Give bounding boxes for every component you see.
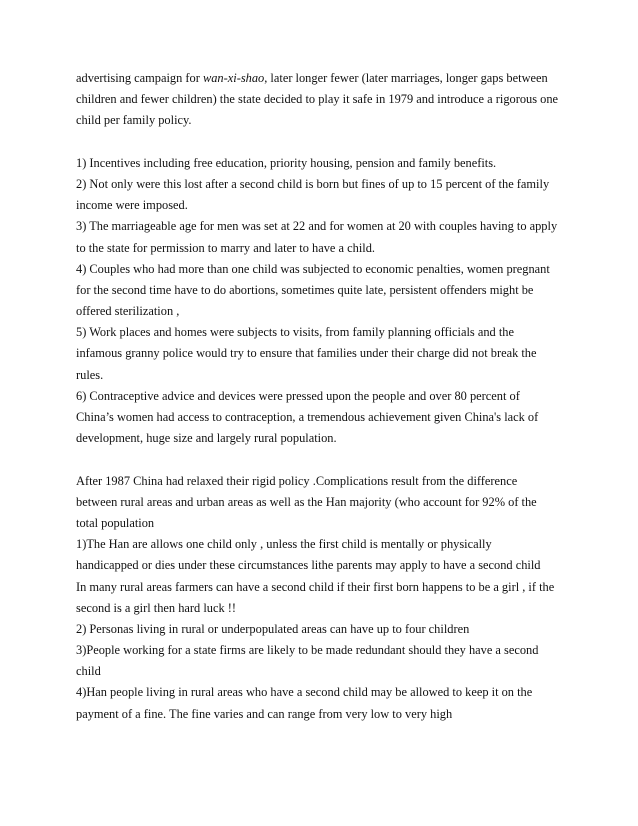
text-line: total population [76,515,155,530]
text-line: children and fewer children) the state decided to play it safe in 1979 and introduce a rigorous one [76,92,559,107]
list-item-line: offered sterilization , [76,304,180,319]
list-item-line: 3)People working for a state firms are likely to be made redundant should they have a second [76,643,539,658]
list-item-line: child [76,664,101,679]
list-item-line: China’s women had access to contraception, a tremendous achievement given China's lack of [76,410,539,424]
text-line: After 1987 China had relaxed their rigid policy .Complications result from the difference [76,473,518,488]
list-item-line: handicapped or dies under these circumstances lithe parents may apply to have a second child [76,558,541,573]
intro-paragraph [76,68,570,132]
list-item-line: 2) Not only were this lost after a second child is born but fines of up to 15 percent of the family [76,176,550,191]
list-item-line: 4) Couples who had more than one child was subjected to economic penalties, women pregnant [76,261,550,276]
paragraph-spacer [76,132,570,153]
text-run: advertising campaign for [76,71,203,85]
list-item-line: 3) The marriageable age for men was set at 22 and for women at 20 with couples having to apply [76,219,558,234]
text-line: between rural areas and urban areas as well as the Han majority (who account for 92% of the [76,494,537,509]
text-line [76,68,570,89]
list-item-line: 1) Incentives including free education, priority housing, pension and family benefits. [76,155,497,170]
list-item-line: to the state for permission to marry and later to have a child. [76,240,376,255]
list-item-line: payment of a fine. The fine varies and can range from very low to very high [76,706,453,721]
post-1987-paragraph [76,471,570,535]
list-item-line: rules. [76,367,104,382]
measures-list [76,153,570,450]
document-body [76,68,570,725]
list-item-line: 2) Personas living in rural or underpopulated areas can have up to four children [76,621,470,636]
text-line: child per family policy. [76,113,192,128]
exceptions-list [76,534,570,725]
text-run: , later longer fewer (later marriages, longer gaps between [264,71,548,85]
list-item-line: 6) Contraceptive advice and devices were pressed upon the people and over 80 percent of [76,388,520,403]
list-item-line: development, huge size and largely rural population. [76,431,337,446]
list-item-line: 5) Work places and homes were subjects to visits, from family planning officials and the [76,325,514,340]
list-item-line: second is a girl then hard luck !! [76,600,236,615]
list-item-line: infamous granny police would try to ensure that families under their charge did not break the [76,346,537,361]
list-item-line: income were imposed. [76,198,188,213]
italic-term: wan-xi-shao [202,71,265,85]
paragraph-spacer [76,449,570,470]
list-item-line: 1)The Han are allows one child only , unless the first child is mentally or physically [76,537,492,552]
list-item-line: In many rural areas farmers can have a second child if their first born happens to be a girl , if the [76,579,555,594]
list-item-line: for the second time have to do abortions, sometimes quite late, persistent offenders might be [76,282,534,297]
list-item-line: 4)Han people living in rural areas who have a second child may be allowed to keep it on the [76,685,533,700]
